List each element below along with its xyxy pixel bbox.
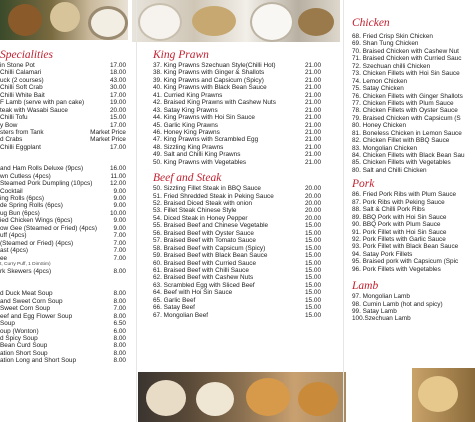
menu-item [0,122,126,129]
menu-item [352,251,475,258]
menu-item [352,40,475,47]
menu-item-price: 6.50 [113,320,126,328]
menu-item [352,308,475,315]
menu-item-name: uff (4pcs) [0,232,27,240]
menu-item-name: 87. Pork Ribs with Peking Sauce [352,198,445,206]
menu-item-name: d Spicy Soup [0,335,38,342]
menu-item-price: 7.00 [113,254,126,262]
food-photo-top-left [0,0,128,40]
menu-item-name: 64. Beef with Hoi Sin Sauce [153,289,233,297]
menu-item [153,92,321,99]
menu-item-name: 81. Boneless Chicken in Lemon Sauce [352,129,462,137]
menu-item-name: ug Bun (6pcs) [0,209,40,217]
menu-item [0,313,126,320]
menu-item-name: de Spring Rolls (6pcs) [0,202,63,210]
menu-item-name: 70. Braised Chicken with Cashew Nut [352,47,459,55]
menu-item-price: 15.00 [305,252,321,260]
menu-item-price: 15.00 [305,259,321,267]
menu-item [0,232,126,239]
menu-item [153,144,321,151]
section-heading-beef-and-steak: Beef and Steak [153,172,222,185]
menu-item [0,99,126,106]
menu-item-price: 8.00 [113,290,126,298]
menu-item-price: 21.00 [305,69,321,77]
menu-item-price: Market Price [90,136,126,144]
menu-item-name: 49. Salt and Chilli King Prawns [153,151,241,159]
menu-item [153,282,321,289]
menu-item-name: 72. Szechuan chilli Chicken [352,62,431,70]
menu-item-price: 15.00 [305,229,321,237]
menu-item-name: 99. Satay Lamb [352,308,397,315]
menu-item [352,206,475,213]
menu-item-price: 15.00 [110,114,126,122]
menu-item [153,245,321,252]
menu-item-name: 52. Braised Diced Steak with onion [153,200,253,207]
menu-item-name: ation Short Soup [0,349,48,357]
menu-item-name: 86. Fried Pork Ribs with Plum Sauce [352,191,457,199]
menu-item-name: 58. Braised Beef with Capsicum (Spicy) [153,244,266,252]
column-divider [343,0,344,422]
menu-item-price: 20.00 [110,106,126,114]
menu-item-name: 93. Pork Fillet with Black Bean Sauce [352,243,459,251]
menu-item-name: 80. Honey Chicken [352,122,406,130]
menu-item [352,293,475,300]
menu-item-name: 57. Braised Beef with Tomato Sauce [153,237,256,245]
section-heading-specialities: Specialities [0,49,54,61]
menu-item [352,70,475,77]
menu-item-name: 65. Garlic Beef [153,296,196,304]
menu-item-name: Soup [0,320,15,328]
menu-item [352,93,475,100]
menu-item-price: 21.00 [305,128,321,136]
menu-item-name: 55. Braised Beef and Chinese Vegetable [153,222,269,230]
menu-item [153,99,321,106]
menu-item [352,100,475,107]
section-heading-king-prawn: King Prawn [153,49,209,61]
food-photo-bottom-right [412,368,475,422]
menu-item [352,199,475,206]
menu-item [0,350,126,357]
menu-item-name: ied Chicken Wings (6pcs) [0,217,73,225]
menu-item-name: y Bow [0,121,18,129]
beef-list [153,185,321,319]
menu-item-name: eef and Egg Flower Soup [0,312,73,320]
menu-item [153,312,321,319]
menu-item [0,173,126,180]
menu-item [352,85,475,92]
chicken-list [352,33,475,174]
menu-item-name: d Crabs [0,136,23,144]
menu-item [352,78,475,85]
section-heading-chicken: Chicken [352,17,390,29]
food-photo-bottom-middle [138,372,346,422]
menu-item [352,145,475,152]
menu-item-price: 9.00 [113,187,126,195]
menu-item-price: 15.00 [305,296,321,304]
menu-item-name: rk Skewers (4pcs) [0,267,52,275]
menu-item [153,77,321,84]
menu-item [153,207,321,214]
menu-item-name: 90. BBQ Pork with Plum Sauce [352,221,441,229]
menu-item [0,77,126,84]
menu-item-price: 9.00 [113,217,126,225]
menu-item-name: Chilli White Bait [0,91,45,99]
menu-item [153,107,321,114]
menu-item-price: 18.00 [110,69,126,77]
menu-item-price: 30.00 [110,84,126,92]
menu-item-price: 15.00 [305,289,321,297]
menu-item [0,114,126,121]
menu-item-name: 45. Garlic King Prawns [153,121,218,129]
menu-item-price: 17.00 [110,121,126,129]
menu-item-price: 9.00 [113,195,126,202]
menu-item [352,167,475,174]
menu-item-price: 15.00 [305,237,321,245]
menu-item-name: 74. Lemon Chicken [352,77,408,85]
menu-item-price: 21.00 [305,84,321,92]
menu-item-price: 16.00 [110,165,126,173]
menu-item [352,191,475,198]
menu-item [0,247,126,254]
menu-item-name: 88. Salt & Chilli Pork Ribs [352,206,425,214]
menu-item-price: 7.00 [113,232,126,240]
menu-item [0,357,126,364]
menu-item-price: 21.00 [305,136,321,144]
menu-item [352,152,475,159]
menu-item-price: 8.00 [113,335,126,342]
menu-item-price: 19.00 [110,99,126,107]
menu-item-price: 17.00 [110,62,126,69]
menu-item-name: 82. Chicken Fillet with BBQ Sauce [352,137,450,145]
menu-item-name: 60. Braised Beef with Curried Sauce [153,259,257,267]
menu-column-left [0,49,126,365]
menu-item-name: 91. Pork Fillet with Hoi Sin Sauce [352,228,447,236]
menu-item-price: 6.00 [113,327,126,335]
menu-item-name: Sweet Corn Soup [0,305,51,313]
menu-item-name: 77. Chicken Fillets with Plum Sauce [352,99,454,107]
menu-item-price: 21.00 [305,121,321,129]
menu-item-price: 8.00 [113,297,126,305]
menu-item [352,258,475,265]
menu-item-name: sters from Tank [0,128,44,136]
menu-item-price: 8.00 [113,312,126,320]
menu-item-name: 96. Pork Fillets with Vegetables [352,265,441,273]
menu-item [153,215,321,222]
menu-item-price: 8.00 [113,267,126,275]
menu-item [153,200,321,207]
menu-item [153,69,321,76]
menu-column-middle [153,49,321,319]
menu-item [0,180,126,187]
menu-item-name: 95. Braised pork with Capsicum (Spic [352,258,459,266]
menu-item-name: d Duck Meat Soup [0,290,53,298]
menu-item-price: 8.00 [113,342,126,350]
menu-item-price: 17.00 [110,91,126,99]
menu-item-name: teak with Wasabi Sauce [0,106,68,114]
menu-item [0,202,126,209]
menu-item-name: 51. Fried Shredded Steak in Peking Sauce [153,192,274,200]
menu-item-name: 68. Fried Crisp Skin Chicken [352,33,433,40]
menu-item [153,151,321,158]
menu-item-price: 21.00 [305,91,321,99]
menu-item-name: 54. Diced Steak in Honey Pepper [153,214,248,222]
menu-item-price: 15.00 [305,222,321,230]
section-heading-pork: Pork [352,178,375,191]
menu-item [153,185,321,192]
menu-item-price: 7.00 [113,305,126,313]
menu-item-price: 20.00 [305,200,321,207]
column-divider [136,0,137,422]
menu-item [352,229,475,236]
menu-item-name: 83. Mongolian Chicken [352,144,418,152]
soup-list [0,290,126,364]
menu-item-name: 61. Braised Beef with Chilli Sauce [153,266,249,274]
menu-item [0,342,126,349]
menu-item-name: 50. King Prawns with Vegetables [153,158,247,166]
menu-item-price: Market Price [90,128,126,136]
menu-item-price: 15.00 [305,244,321,252]
menu-item-price: 10.00 [110,209,126,217]
menu-item-price: 11.00 [110,172,126,180]
menu-item-name: ing Rolls (6pcs) [0,195,45,202]
menu-item-name: 89. BBQ Pork with Hoi Sin Sauce [352,213,447,221]
menu-item [352,115,475,122]
menu-item-name: 94. Satay Pork Fillets [352,250,413,258]
menu-item-name: 56. Braised Beef with Oyster Sauce [153,229,254,237]
menu-item [352,55,475,62]
menu-item [153,289,321,296]
menu-item-name: 71. Braised Chicken with Curried Sauc [352,55,462,63]
menu-item [153,222,321,229]
menu-item-price: 21.00 [305,114,321,122]
menu-item-name: 53. Fillet Steak Chinese Style [153,207,237,215]
menu-item [153,267,321,274]
menu-item-price: 15.00 [305,311,321,319]
menu-item-name: Cocktail [0,187,23,195]
platter-note: t, Curry Puff, 1 DimSim) [0,261,51,267]
menu-item [153,274,321,281]
menu-item-name: 97. Mongolian Lamb [352,293,410,301]
menu-item-price: 15.00 [305,274,321,282]
menu-item [0,144,126,151]
menu-item [153,84,321,91]
menu-item-name: 47. King Prawns with Scrambled Egg [153,136,259,144]
menu-item-name: 46. Honey King Prawns [153,128,220,136]
menu-item-name: 75. Satay Chicken [352,85,404,93]
menu-item [0,255,126,262]
menu-item-price: 21.00 [305,106,321,114]
menu-item-price: 8.00 [113,349,126,357]
menu-item [0,240,126,247]
menu-item [0,92,126,99]
menu-item-name: in Stone Pot [0,62,35,69]
menu-item-name: Chilli Soft Crab [0,84,43,92]
menu-item [352,48,475,55]
menu-item-name: 80. Salt and Chilli Chicken [352,166,427,174]
menu-item [0,320,126,327]
menu-item [352,137,475,144]
menu-item [352,221,475,228]
menu-item-name: ow Gee (Steamed or Fried) (4pcs) [0,224,97,232]
menu-item [0,225,126,232]
menu-item-name: 62. Braised Beef with Cashew Nuts [153,274,254,282]
menu-item-name: uck (2 courses) [0,76,44,84]
menu-item-name: 40. King Prawns with Black Bean Sauce [153,84,267,92]
menu-item-price: 20.00 [305,214,321,222]
menu-item-name: 39. King Prawns and Capsicum (Spicy) [153,76,264,84]
menu-item [153,193,321,200]
menu-item-price: 9.00 [113,202,126,210]
menu-item-name: and Sweet Corn Soup [0,297,63,305]
menu-item-price: 7.00 [113,239,126,247]
menu-item [0,298,126,305]
menu-item [153,114,321,121]
menu-item-name: 38. King Prawns with Ginger & Shallots [153,69,265,77]
menu-item [153,252,321,259]
menu-item-price: 9.00 [113,224,126,232]
menu-item [0,210,126,217]
menu-item [352,236,475,243]
menu-item [153,304,321,311]
menu-item [153,237,321,244]
menu-item [153,159,321,166]
menu-item-name: wn Cutless (4pcs) [0,172,51,180]
menu-item-name: 44. King Prawns with Hoi Sin Sauce [153,114,255,122]
menu-item [352,122,475,129]
menu-item [0,268,126,275]
specialities-list [0,62,126,151]
king-prawn-list [153,62,321,166]
menu-item [153,122,321,129]
menu-item-name: 92. Pork Fillets with Garlic Sauce [352,235,446,243]
menu-item-name: (Steamed or Fried) (4pcs) [0,239,74,247]
section-heading-lamb: Lamb [352,280,379,293]
food-photo-top-middle [132,0,340,42]
menu-item [153,260,321,267]
entree-list-2 [0,268,126,275]
menu-item [0,188,126,195]
menu-item-name: 48. Sizzling King Prawns [153,143,224,151]
menu-item-name: 85. Chicken Fillets with Vegetables [352,159,451,167]
menu-item-name: ast (4pcs) [0,247,29,255]
menu-item-name: 37. King Prawns Szechuan Style(Chilli Hot) [153,62,276,69]
menu-item [0,217,126,224]
menu-item [352,63,475,70]
menu-item-price: 20.00 [305,192,321,200]
menu-item [153,129,321,136]
menu-item-name: 84. Chicken Fillets with Black Bean Sau [352,152,465,159]
menu-item [0,335,126,342]
menu-item [352,33,475,40]
menu-item-name: 100.Szechuan Lamb [352,315,411,323]
entree-list [0,165,126,262]
menu-item [0,328,126,335]
menu-column-right [352,17,475,323]
menu-item [0,195,126,202]
menu-item [0,305,126,312]
menu-item-name: 67. Mongolian Beef [153,311,209,319]
menu-item-name: 59. Braised Beef with Black Bean Sauce [153,252,268,260]
menu-item [0,107,126,114]
menu-item [0,129,126,136]
menu-item-name: Chilli Tofu [0,114,28,122]
menu-item [352,130,475,137]
menu-item-price: 20.00 [305,185,321,193]
menu-item-name: and Ham Rolls Deluxe (9pcs) [0,165,84,173]
menu-item-name: oup (Wonton) [0,327,39,335]
menu-item [0,165,126,172]
menu-item-price: 15.00 [305,281,321,289]
menu-item-price: 20.00 [305,207,321,215]
menu-item-name: ee [0,254,8,262]
menu-item-name: Chilli Calamari [0,69,42,77]
menu-item-price: 12.00 [110,180,126,188]
menu-item [153,230,321,237]
menu-item [0,84,126,91]
menu-item-name: 42. Braised King Prawns with Cashew Nuts [153,99,276,107]
menu-item-price: 7.00 [113,247,126,255]
menu-item [0,136,126,143]
menu-item [352,159,475,166]
menu-item-price: 21.00 [305,76,321,84]
menu-item-price: 21.00 [305,143,321,151]
menu-item-name: 98. Cumin Lamb (hot and spicy) [352,300,443,308]
menu-item-name: Chilli Eggplant [0,143,41,151]
menu-item [0,290,126,297]
menu-item [352,107,475,114]
menu-item [352,301,475,308]
menu-item-price: 8.00 [113,357,126,365]
menu-item-name: 43. Satay King Prawns [153,106,218,114]
menu-item-name: Steamed Pork Dumpling (10pcs) [0,180,93,188]
menu-item-name: 78. Chicken Fillets with Oyster Sauce [352,107,458,115]
menu-item-price: 15.00 [305,266,321,274]
menu-item-name: 76. Chicken Fillets with Ginger Shallots [352,92,463,100]
menu-item [153,297,321,304]
menu-item-price: 17.00 [110,143,126,151]
menu-item [153,62,321,69]
menu-item-name: ation Long and Short Soup [0,357,77,365]
menu-item-name: Bean Curd Soup [0,342,48,350]
menu-item-price: 21.00 [305,99,321,107]
menu-item [352,243,475,250]
menu-item-price: 43.00 [110,76,126,84]
pork-list [352,191,475,273]
menu-item-name: 69. Shan Tung Chicken [352,40,419,48]
menu-item [0,62,126,69]
menu-item-name: 50. Sizzling Fillet Steak in BBQ Sauce [153,185,261,193]
menu-item [352,315,475,322]
menu-item [352,266,475,273]
menu-item-name: 79. Braised Chicken with Capsicum (S [352,114,461,122]
lamb-list [352,293,475,323]
menu-item [0,69,126,76]
menu-item-name: F Lamb (serve with pan cake) [0,99,85,107]
menu-item-price: 21.00 [305,151,321,159]
menu-item-price: 21.00 [305,62,321,69]
menu-item-name: 73. Chicken Fillets with Hoi Sin Sauce [352,70,460,78]
menu-item-price: 21.00 [305,158,321,166]
menu-item-name: 66. Satay Beef [153,304,195,312]
menu-item-name: 63. Scrambled Egg with Sliced Beef [153,281,255,289]
menu-item-name: 41. Curried King Prawns [153,91,223,99]
menu-item [153,136,321,143]
menu-item-price: 15.00 [305,304,321,312]
menu-item [352,214,475,221]
